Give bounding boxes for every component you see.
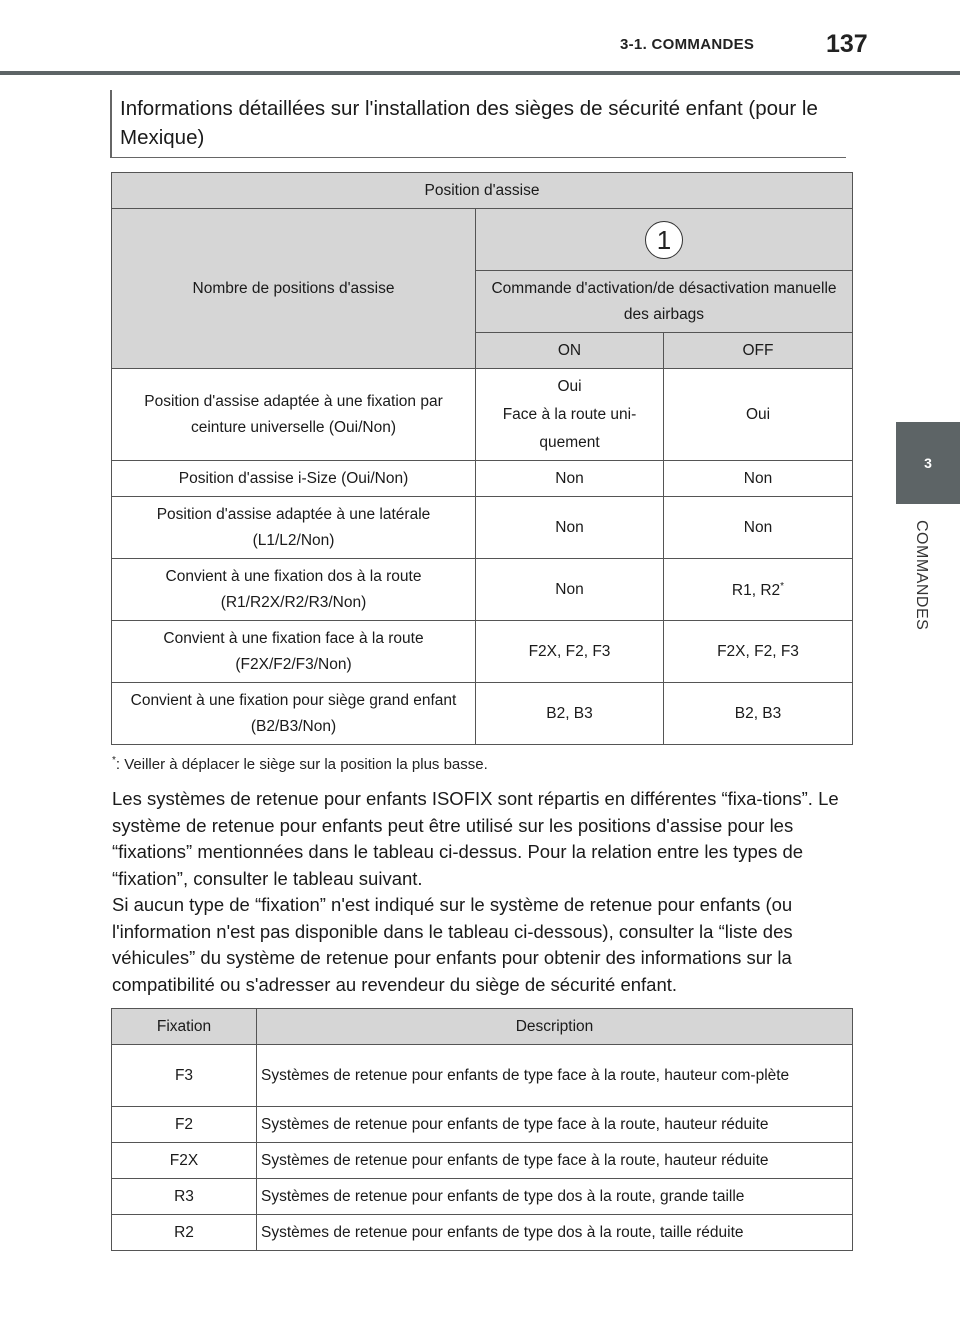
table-row — [112, 1045, 853, 1107]
fixation-code: F3 — [112, 1045, 257, 1107]
seat-number-badge: 1 — [645, 221, 683, 259]
table-row — [112, 1107, 853, 1143]
row-on-value: Non — [476, 497, 664, 559]
footnote-marker: * — [780, 581, 785, 593]
row-label: Convient à une fixation pour siège grand enfant (B2/B3/Non) — [112, 683, 476, 745]
row-label: Convient à une fixation face à la route (F2X/F2/F3/Non) — [112, 621, 476, 683]
seat-position-table — [111, 172, 853, 745]
row-label: Position d'assise i-Size (Oui/Non) — [112, 461, 476, 497]
fixation-column-header: Fixation — [112, 1009, 257, 1045]
row-off-value: Non — [664, 461, 853, 497]
row-off-value: Oui — [664, 369, 853, 461]
section-heading: 3-1. COMMANDES — [620, 36, 755, 53]
fixation-table — [111, 1008, 853, 1251]
row-on-value: B2, B3 — [476, 683, 664, 745]
body-text — [112, 786, 847, 998]
fixation-description: Systèmes de retenue pour enfants de type dos à la route, grande taille — [257, 1179, 853, 1215]
chapter-tab[interactable]: 3 — [896, 422, 960, 504]
body-paragraph: Les systèmes de retenue pour enfants ISOFIX sont répartis en différentes “fixa-tions”. Le système de retenue pour enfants peut être utilisé sur les positions d'assise pour les “fixations” mentionnées dans le tableau ci-dessus. Pour la relation entre les types de “fixation”, consulter le tableau suivant. — [112, 788, 839, 889]
row-on-value: Non — [476, 559, 664, 621]
header-rule — [0, 71, 960, 75]
seat-count-label: Nombre de positions d'assise — [112, 209, 476, 369]
on-header: ON — [476, 333, 664, 369]
row-on-value — [476, 369, 664, 461]
row-off-text: R1, R2 — [731, 582, 781, 600]
row-label: Position d'assise adaptée à une latérale (L1/L2/Non) — [112, 497, 476, 559]
row-on-value-line2: Face à la route uni-quement — [502, 405, 637, 451]
row-label: Position d'assise adaptée à une fixation par ceinture universelle (Oui/Non) — [112, 369, 476, 461]
seat-number-cell — [476, 209, 853, 271]
off-header: OFF — [664, 333, 853, 369]
table-row — [112, 1215, 853, 1251]
row-on-value: F2X, F2, F3 — [476, 621, 664, 683]
table-row — [112, 559, 853, 621]
position-header: Position d'assise — [112, 173, 853, 209]
fixation-description: Systèmes de retenue pour enfants de type dos à la route, taille réduite — [257, 1215, 853, 1251]
row-off-value: Non — [664, 497, 853, 559]
airbag-switch-label: Commande d'activation/de désactivation manuelle des airbags — [476, 271, 853, 333]
table-row — [112, 497, 853, 559]
fixation-code: F2 — [112, 1107, 257, 1143]
row-off-value: F2X, F2, F3 — [664, 621, 853, 683]
row-off-value: B2, B3 — [664, 683, 853, 745]
row-on-value: Non — [476, 461, 664, 497]
table-row — [112, 369, 853, 461]
fixation-code: R2 — [112, 1215, 257, 1251]
row-label: Convient à une fixation dos à la route (R1/R2X/R2/R3/Non) — [112, 559, 476, 621]
row-off-value — [664, 559, 853, 621]
fixation-description: Systèmes de retenue pour enfants de type face à la route, hauteur réduite — [257, 1107, 853, 1143]
table-row — [112, 1179, 853, 1215]
table-row — [112, 621, 853, 683]
chapter-tab-label: COMMANDES — [913, 520, 930, 631]
fixation-code: F2X — [112, 1143, 257, 1179]
footnote — [112, 755, 488, 773]
body-paragraph: Si aucun type de “fixation” n'est indiqué sur le système de retenue pour enfants (ou l'information n'est pas disponible dans le tableau ci-dessous), consulter la “liste des véhicules” du système de retenue pour enfants pour obtenir des informations sur la compatibilité ou s'adresser au revendeur du siège de sécurité enfant. — [112, 894, 793, 995]
page-number: 137 — [826, 30, 868, 58]
table-row — [112, 1143, 853, 1179]
fixation-description: Systèmes de retenue pour enfants de type face à la route, hauteur réduite — [257, 1143, 853, 1179]
footnote-text: : Veiller à déplacer le siège sur la position la plus basse. — [115, 756, 488, 773]
row-on-value-line1: Oui — [557, 377, 582, 395]
fixation-description: Systèmes de retenue pour enfants de type face à la route, hauteur com-plète — [257, 1045, 853, 1107]
description-column-header: Description — [257, 1009, 853, 1045]
fixation-code: R3 — [112, 1179, 257, 1215]
footnote-mark: * — [112, 755, 116, 766]
table-row — [112, 461, 853, 497]
section-title: Informations détaillées sur l'installation des sièges de sécurité enfant (pour le Mexique) — [110, 90, 846, 158]
table-row — [112, 683, 853, 745]
